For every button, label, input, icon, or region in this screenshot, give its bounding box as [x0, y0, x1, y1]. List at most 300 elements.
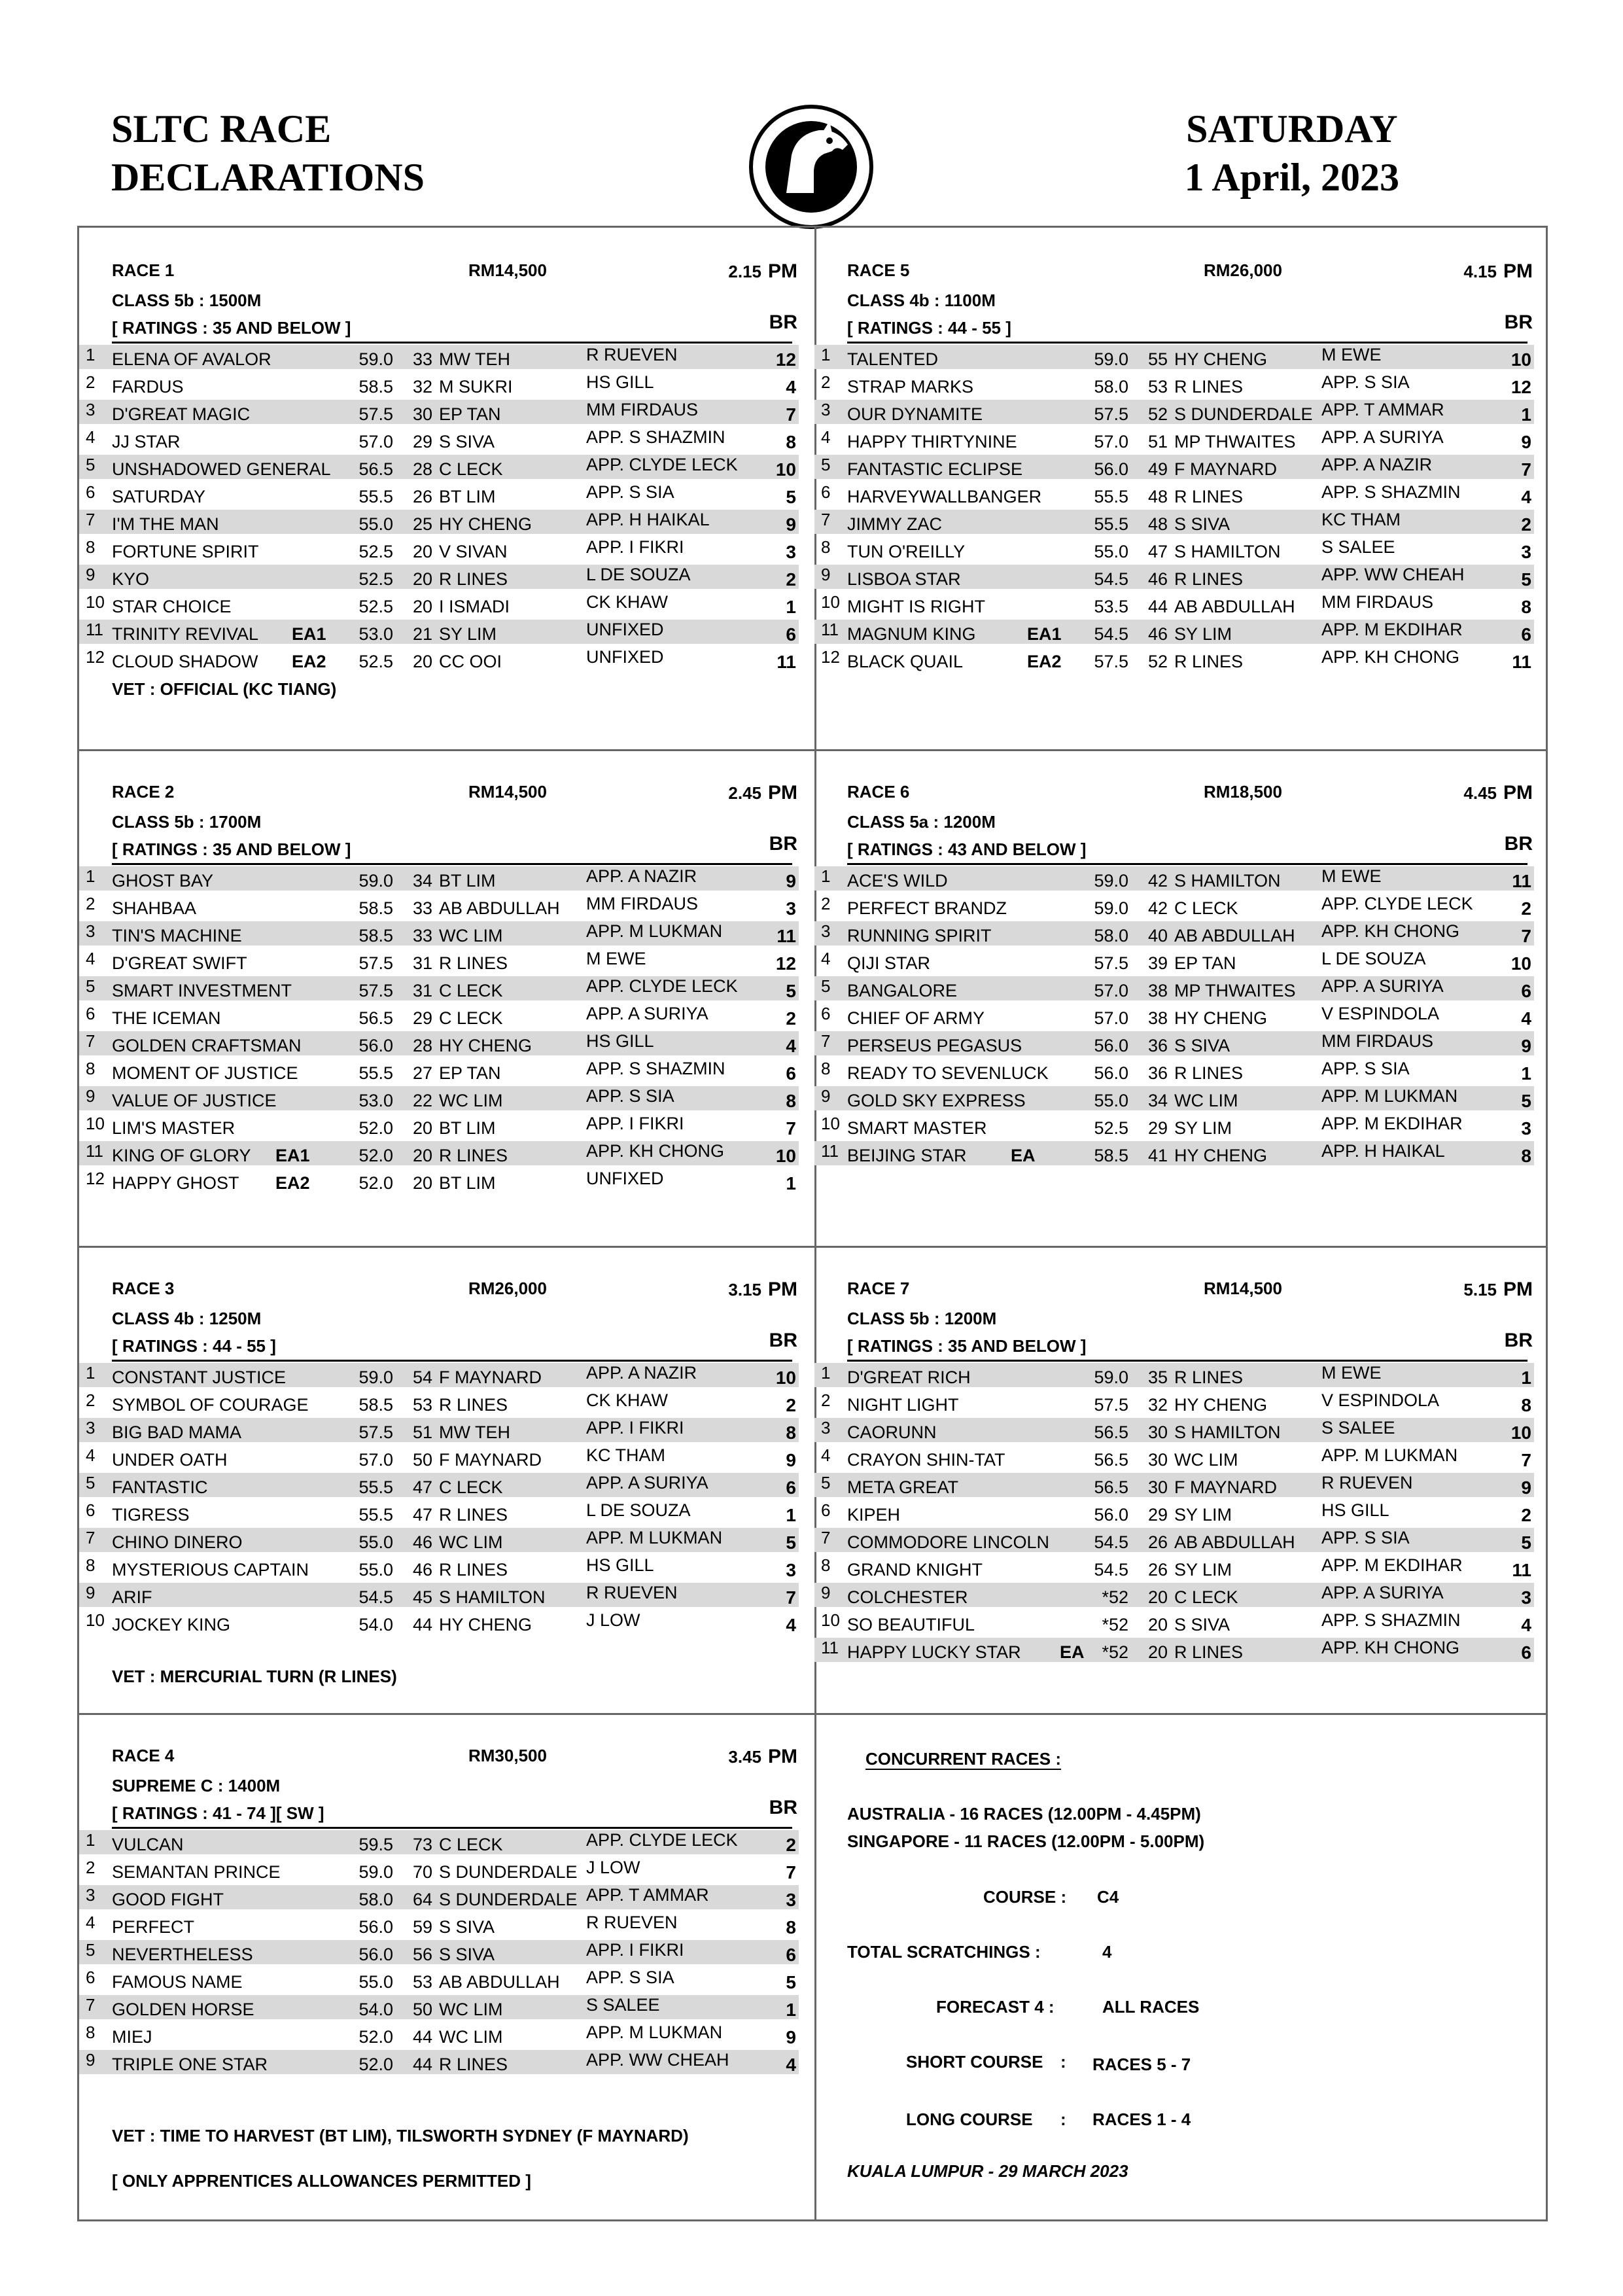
runner-row: [79, 1002, 814, 1030]
emergency-tag: EA: [1011, 1146, 1036, 1165]
barrier-draw: 2: [786, 1008, 796, 1029]
runner-row: [79, 646, 814, 673]
jockey-name: MW TEH: [439, 1422, 510, 1442]
horse-name: CLOUD SHADOW: [112, 652, 258, 671]
emergency-tag: EA1: [275, 1146, 310, 1165]
runner-list: [79, 1829, 814, 2076]
handicap-weight: 59.0: [1094, 871, 1128, 891]
horse-name: TRIPLE ONE STAR: [112, 2055, 268, 2074]
emergency-tag: EA2: [292, 652, 326, 671]
race-number: RACE 2: [112, 782, 175, 802]
handicap-weight: 56.5: [358, 459, 393, 479]
runner-list: [79, 1362, 814, 1636]
runner-row: [814, 1362, 1550, 1389]
barrier-draw: 10: [1510, 1422, 1531, 1443]
handicap-weight: 54.0: [358, 2000, 393, 2019]
runner-row: [814, 920, 1550, 947]
runner-number: 10: [86, 1610, 105, 1630]
runner-row: [79, 398, 814, 426]
race-time-ampm: PM: [768, 782, 797, 804]
race-note: [ ONLY APPRENTICES ALLOWANCES PERMITTED ]: [112, 2171, 531, 2191]
club-logo-icon: [746, 101, 877, 232]
barrier-draw: 9: [786, 1450, 796, 1470]
barrier-draw: 10: [775, 1368, 796, 1388]
trainer-name: APP. WW CHEAH: [586, 2050, 729, 2070]
horse-rating: 33: [412, 349, 432, 369]
jockey-name: AB ABDULLAH: [439, 1972, 560, 1992]
barrier-column-label: BR: [1504, 833, 1533, 855]
race-class: CLASS 4b : 1100M: [847, 291, 996, 310]
horse-rating: 53: [412, 1395, 432, 1415]
horse-rating: 42: [1147, 871, 1168, 891]
runner-row: [79, 920, 814, 947]
trainer-name: APP. M LUKMAN: [586, 1528, 723, 1547]
jockey-name: HY CHENG: [1174, 1146, 1268, 1165]
runner-number: 3: [821, 400, 831, 419]
barrier-draw: 9: [1521, 1477, 1531, 1498]
barrier-draw: 6: [786, 1477, 796, 1498]
race-ratings: [ RATINGS : 41 - 74 ][ SW ]: [112, 1803, 324, 1823]
trainer-name: APP. I FIKRI: [586, 1114, 684, 1133]
runner-row: [814, 591, 1550, 618]
horse-name: SATURDAY: [112, 487, 206, 506]
horse-rating: 48: [1147, 514, 1168, 534]
horse-rating: 20: [412, 1146, 432, 1165]
runner-row: [814, 1140, 1550, 1167]
handicap-weight: 52.0: [358, 1173, 393, 1193]
horse-name: UNSHADOWED GENERAL: [112, 459, 331, 479]
barrier-draw: 2: [786, 569, 796, 590]
horse-name: JIMMY ZAC: [847, 514, 943, 534]
horse-rating: 70: [412, 1862, 432, 1882]
horse-name: KIPEH: [847, 1505, 901, 1525]
runner-number: 8: [821, 537, 831, 557]
horse-rating: 47: [412, 1477, 432, 1497]
race-time: [728, 1746, 797, 1768]
trainer-name: L DE SOUZA: [1321, 949, 1426, 968]
race-class: CLASS 5b : 1500M: [112, 291, 262, 310]
barrier-draw: 5: [786, 1972, 796, 1992]
runner-row: [79, 2049, 814, 2076]
jockey-name: S DUNDERDALE: [1174, 404, 1313, 424]
horse-name: MYSTERIOUS CAPTAIN: [112, 1560, 309, 1580]
runner-number: 9: [821, 1086, 831, 1106]
runner-row: [79, 947, 814, 975]
handicap-weight: 52.5: [358, 569, 393, 589]
trainer-name: M EWE: [586, 949, 646, 968]
horse-rating: 47: [412, 1505, 432, 1525]
race-ratings: [ RATINGS : 35 AND BELOW ]: [847, 1336, 1087, 1356]
handicap-weight: 55.0: [1094, 542, 1128, 561]
race-class: SUPREME C : 1400M: [112, 1776, 281, 1795]
race-ratings: [ RATINGS : 35 AND BELOW ]: [112, 318, 351, 338]
horse-name: HAPPY THIRTYNINE: [847, 432, 1017, 451]
runner-row: [79, 1856, 814, 1884]
runner-row: [814, 1057, 1550, 1085]
runner-number: 6: [821, 482, 831, 502]
horse-rating: 50: [412, 2000, 432, 2019]
barrier-column-label: BR: [769, 1797, 797, 1818]
runner-row: [814, 1030, 1550, 1057]
horse-rating: 21: [412, 624, 432, 644]
runner-row: [79, 1085, 814, 1112]
runner-row: [79, 1884, 814, 1911]
runner-number: 11: [821, 620, 839, 639]
runner-number: 6: [821, 1004, 831, 1023]
trainer-name: APP. S SIA: [1321, 372, 1410, 392]
handicap-weight: 55.5: [1094, 487, 1128, 506]
horse-rating: 55: [1147, 349, 1168, 369]
handicap-weight: 59.0: [1094, 1368, 1128, 1387]
race-panel: [79, 1713, 814, 2223]
runner-number: 6: [86, 482, 96, 502]
horse-rating: 52: [1147, 404, 1168, 424]
race-time-value: 4.15: [1463, 262, 1497, 281]
runner-row: [814, 947, 1550, 975]
runner-number: 3: [821, 1418, 831, 1438]
handicap-weight: 55.5: [358, 487, 393, 506]
runner-number: 8: [86, 537, 96, 557]
handicap-weight: *52: [1102, 1587, 1128, 1607]
handicap-weight: 54.5: [1094, 1532, 1128, 1552]
runner-row: [79, 1362, 814, 1389]
handicap-weight: 57.0: [1094, 981, 1128, 1000]
handicap-weight: 56.0: [358, 1945, 393, 1964]
runner-number: 1: [821, 345, 831, 364]
horse-name: BEIJING STAR: [847, 1146, 967, 1165]
jockey-name: AB ABDULLAH: [1174, 1532, 1295, 1552]
handicap-weight: 56.5: [1094, 1422, 1128, 1442]
jockey-name: S HAMILTON: [1174, 871, 1281, 891]
jockey-name: C LECK: [439, 981, 503, 1000]
jockey-name: WC LIM: [439, 926, 503, 945]
trainer-name: APP. S SHAZMIN: [586, 1059, 725, 1078]
runner-number: 10: [86, 592, 105, 612]
jockey-name: WC LIM: [439, 1532, 503, 1552]
horse-name: NIGHT LIGHT: [847, 1395, 959, 1415]
barrier-draw: 9: [1521, 1036, 1531, 1056]
barrier-draw: 3: [786, 1560, 796, 1580]
barrier-draw: 6: [1521, 624, 1531, 645]
jockey-name: AB ABDULLAH: [1174, 926, 1295, 945]
horse-name: SMART MASTER: [847, 1118, 987, 1138]
runner-number: 4: [86, 1445, 96, 1465]
barrier-column-label: BR: [769, 1330, 797, 1351]
jockey-name: R LINES: [439, 1505, 508, 1525]
runner-row: [79, 975, 814, 1002]
horse-name: COMMODORE LINCOLN: [847, 1532, 1050, 1552]
runner-number: 12: [86, 1169, 105, 1188]
horse-name: LIM'S MASTER: [112, 1118, 236, 1138]
race-time: [1463, 1279, 1533, 1301]
barrier-draw: 2: [786, 1395, 796, 1415]
horse-name: D'GREAT SWIFT: [112, 953, 247, 973]
jockey-name: SY LIM: [1174, 1505, 1232, 1525]
race-ratings: [ RATINGS : 44 - 55 ]: [112, 1336, 276, 1356]
handicap-weight: 56.0: [358, 1036, 393, 1055]
handicap-weight: 55.0: [358, 1972, 393, 1992]
handicap-weight: 55.0: [358, 1532, 393, 1552]
runner-row: [814, 536, 1550, 563]
trainer-name: L DE SOUZA: [586, 1500, 691, 1520]
race-time: [728, 260, 797, 283]
horse-rating: 45: [412, 1587, 432, 1607]
trainer-name: APP. CLYDE LECK: [586, 1830, 738, 1850]
runner-row: [814, 426, 1550, 453]
horse-name: THE ICEMAN: [112, 1008, 221, 1028]
trainer-name: APP. CLYDE LECK: [1321, 894, 1473, 913]
handicap-weight: 59.0: [358, 1862, 393, 1882]
runner-number: 6: [86, 1004, 96, 1023]
runner-number: 6: [86, 1968, 96, 1987]
race-note: VET : MERCURIAL TURN (R LINES): [112, 1667, 397, 1686]
trainer-name: APP. CLYDE LECK: [586, 455, 738, 474]
runner-number: 3: [86, 1885, 96, 1905]
jockey-name: BT LIM: [439, 1118, 496, 1138]
horse-rating: 44: [412, 2027, 432, 2047]
runner-row: [814, 1389, 1550, 1417]
trainer-name: APP. A SURIYA: [1321, 1583, 1444, 1602]
jockey-name: EP TAN: [439, 1063, 501, 1083]
trainer-name: S SALEE: [1321, 537, 1395, 557]
barrier-draw: 8: [786, 1917, 796, 1937]
jockey-name: R LINES: [1174, 569, 1244, 589]
trainer-name: APP. M LUKMAN: [586, 921, 723, 941]
horse-rating: 35: [1147, 1368, 1168, 1387]
horse-name: GOLDEN HORSE: [112, 2000, 254, 2019]
horse-name: FANTASTIC: [112, 1477, 208, 1497]
trainer-name: APP. KH CHONG: [1321, 921, 1460, 941]
horse-rating: 28: [412, 1036, 432, 1055]
handicap-weight: 56.0: [1094, 1036, 1128, 1055]
trainer-name: APP. I FIKRI: [586, 1418, 684, 1438]
barrier-draw: 11: [1512, 652, 1531, 672]
runner-number: 8: [86, 2022, 96, 2042]
trainer-name: UNFIXED: [586, 620, 664, 639]
horse-name: MIEJ: [112, 2027, 152, 2047]
runner-number: 4: [86, 1913, 96, 1932]
race-time: [1463, 260, 1533, 283]
barrier-draw: 3: [1521, 542, 1531, 562]
jockey-name: AB ABDULLAH: [1174, 597, 1295, 616]
handicap-weight: 57.0: [1094, 432, 1128, 451]
trainer-name: V ESPINDOLA: [1321, 1004, 1440, 1023]
horse-name: SO BEAUTIFUL: [847, 1615, 975, 1634]
horse-name: FORTUNE SPIRIT: [112, 542, 259, 561]
race-note: VET : TIME TO HARVEST (BT LIM), TILSWORTH SYDNEY (F MAYNARD): [112, 2126, 689, 2146]
horse-name: PERSEUS PEGASUS: [847, 1036, 1022, 1055]
barrier-draw: 1: [1521, 1063, 1531, 1084]
jockey-name: SY LIM: [1174, 1118, 1232, 1138]
barrier-draw: 2: [1521, 1505, 1531, 1525]
trainer-name: HS GILL: [586, 372, 654, 392]
handicap-weight: 52.0: [358, 1146, 393, 1165]
horse-name: SEMANTAN PRINCE: [112, 1862, 281, 1882]
horse-name: COLCHESTER: [847, 1587, 968, 1607]
barrier-draw: 12: [1510, 377, 1531, 397]
runner-row: [814, 563, 1550, 591]
trainer-name: APP. H HAIKAL: [586, 510, 710, 529]
race-number: RACE 6: [847, 782, 910, 802]
race-day: SATURDAY: [1186, 107, 1398, 150]
jockey-name: F MAYNARD: [1174, 1477, 1278, 1497]
trainer-name: APP. A SURIYA: [1321, 427, 1444, 447]
barrier-draw: 1: [1521, 404, 1531, 425]
runner-number: 3: [86, 400, 96, 419]
handicap-weight: 52.0: [358, 2055, 393, 2074]
long-course-colon: :: [1060, 2110, 1066, 2129]
emergency-tag: EA2: [275, 1173, 310, 1193]
horse-name: STRAP MARKS: [847, 377, 974, 397]
handicap-weight: 58.5: [358, 1395, 393, 1415]
trainer-name: APP. S SIA: [586, 1968, 674, 1987]
handicap-weight: 56.5: [1094, 1450, 1128, 1470]
trainer-name: R RUEVEN: [586, 345, 678, 364]
jockey-name: WC LIM: [439, 2027, 503, 2047]
runner-row: [814, 453, 1550, 481]
horse-rating: 46: [1147, 569, 1168, 589]
trainer-name: APP. M LUKMAN: [586, 2022, 723, 2042]
handicap-weight: 57.0: [358, 432, 393, 451]
jockey-name: S SIVA: [1174, 1036, 1230, 1055]
runner-number: 8: [821, 1059, 831, 1078]
race-time-ampm: PM: [768, 260, 797, 282]
race-time-ampm: PM: [768, 1279, 797, 1300]
trainer-name: APP. KH CHONG: [1321, 647, 1460, 667]
horse-rating: 20: [412, 542, 432, 561]
barrier-column-label: BR: [1504, 311, 1533, 333]
barrier-draw: 10: [775, 1146, 796, 1166]
barrier-draw: 4: [1521, 487, 1531, 507]
jockey-name: CC OOI: [439, 652, 502, 671]
barrier-draw: 3: [786, 898, 796, 919]
race-class: CLASS 5b : 1200M: [847, 1309, 997, 1328]
horse-rating: 51: [412, 1422, 432, 1442]
runner-row: [79, 1527, 814, 1554]
runner-list: [814, 344, 1550, 673]
horse-name: VULCAN: [112, 1835, 184, 1854]
jockey-name: C LECK: [439, 459, 503, 479]
horse-rating: 39: [1147, 953, 1168, 973]
race-purse: RM14,500: [468, 260, 547, 280]
course-value: C4: [1097, 1887, 1119, 1907]
emergency-tag: EA2: [1027, 652, 1062, 671]
horse-rating: 20: [412, 1118, 432, 1138]
emergency-tag: EA: [1060, 1642, 1085, 1662]
runner-number: 7: [86, 1995, 96, 2015]
trainer-name: L DE SOUZA: [586, 565, 691, 584]
runner-number: 9: [821, 1583, 831, 1602]
runner-row: [79, 2021, 814, 2049]
horse-name: TALENTED: [847, 349, 939, 369]
horse-name: CRAYON SHIN-TAT: [847, 1450, 1005, 1470]
trainer-name: UNFIXED: [586, 647, 664, 667]
horse-name: GOLD SKY EXPRESS: [847, 1091, 1026, 1110]
runner-number: 2: [86, 1390, 96, 1410]
handicap-weight: 55.5: [358, 1505, 393, 1525]
race-time-value: 3.15: [728, 1280, 761, 1299]
trainer-name: M EWE: [1321, 1363, 1382, 1383]
jockey-name: S DUNDERDALE: [439, 1862, 578, 1882]
barrier-draw: 11: [777, 652, 796, 672]
jockey-name: S SIVA: [1174, 514, 1230, 534]
horse-name: CHIEF OF ARMY: [847, 1008, 985, 1028]
barrier-draw: 5: [786, 981, 796, 1001]
horse-rating: 49: [1147, 459, 1168, 479]
trainer-name: J LOW: [586, 1858, 640, 1877]
race-time-value: 2.15: [728, 262, 761, 281]
handicap-weight: 52.0: [358, 2027, 393, 2047]
trainer-name: APP. H HAIKAL: [1321, 1141, 1445, 1161]
horse-name: KING OF GLORY: [112, 1146, 251, 1165]
race-number: RACE 5: [847, 260, 910, 280]
horse-rating: 31: [412, 981, 432, 1000]
barrier-draw: 1: [786, 597, 796, 617]
jockey-name: HY CHENG: [1174, 1395, 1268, 1415]
handicap-weight: 58.5: [358, 898, 393, 918]
jockey-name: WC LIM: [439, 1091, 503, 1110]
runner-row: [79, 1581, 814, 1609]
trainer-name: KC THAM: [1321, 510, 1401, 529]
concurrent-singapore: SINGAPORE - 11 RACES (12.00PM - 5.00PM): [847, 1831, 1205, 1851]
barrier-draw: 7: [786, 1587, 796, 1608]
trainer-name: M EWE: [1321, 345, 1382, 364]
runner-number: 7: [821, 1031, 831, 1051]
race-time: [728, 1279, 797, 1301]
horse-rating: 28: [412, 459, 432, 479]
barrier-draw: 3: [1521, 1587, 1531, 1608]
runner-number: 10: [86, 1114, 105, 1133]
horse-name: VALUE OF JUSTICE: [112, 1091, 277, 1110]
horse-name: SYMBOL OF COURAGE: [112, 1395, 309, 1415]
runner-row: [79, 453, 814, 481]
horse-rating: 29: [412, 1008, 432, 1028]
horse-name: MAGNUM KING: [847, 624, 976, 644]
race-number: RACE 7: [847, 1279, 910, 1298]
handicap-weight: 55.5: [1094, 514, 1128, 534]
barrier-draw: 8: [1521, 1395, 1531, 1415]
race-time: [1463, 782, 1533, 804]
jockey-name: C LECK: [439, 1835, 503, 1854]
runner-row: [814, 481, 1550, 508]
handicap-weight: 56.0: [1094, 1063, 1128, 1083]
runner-number: 1: [86, 866, 96, 886]
runner-list: [814, 1362, 1550, 1664]
trainer-name: APP. KH CHONG: [586, 1141, 725, 1161]
runner-number: 3: [821, 921, 831, 941]
barrier-draw: 4: [1521, 1008, 1531, 1029]
jockey-name: R LINES: [1174, 1368, 1244, 1387]
runner-row: [79, 1499, 814, 1527]
runner-number: 4: [86, 949, 96, 968]
runner-row: [79, 892, 814, 920]
trainer-name: APP. S SHAZMIN: [1321, 482, 1461, 502]
trainer-name: APP. T AMMAR: [586, 1885, 709, 1905]
runner-row: [814, 618, 1550, 646]
runner-list: [814, 865, 1550, 1167]
trainer-name: R RUEVEN: [586, 1913, 678, 1932]
trainer-name: UNFIXED: [586, 1169, 664, 1188]
barrier-draw: 8: [1521, 1146, 1531, 1166]
jockey-name: S SIVA: [1174, 1615, 1230, 1634]
barrier-draw: 11: [777, 926, 796, 946]
runner-row: [814, 1472, 1550, 1499]
barrier-draw: 9: [786, 2027, 796, 2047]
barrier-draw: 5: [1521, 569, 1531, 590]
trainer-name: MM FIRDAUS: [1321, 592, 1433, 612]
horse-name: HAPPY GHOST: [112, 1173, 239, 1193]
runner-number: 2: [86, 1858, 96, 1877]
